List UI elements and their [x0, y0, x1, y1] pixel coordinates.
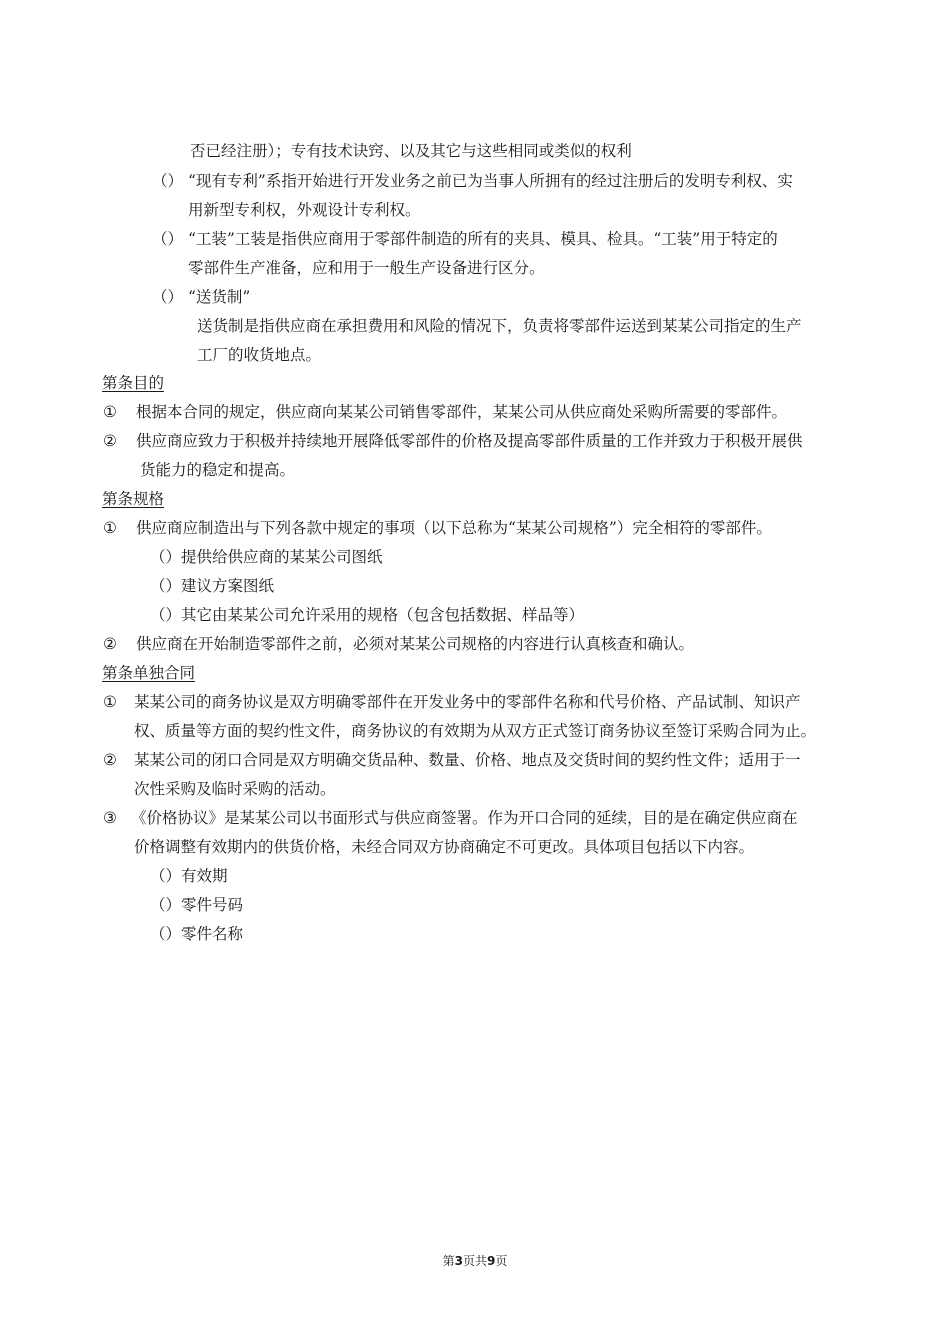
item-text: 货能力的稳定和提高。 [140, 461, 296, 479]
definition-text: 零部件生产准备，应和用于一般生产设备进行区分。 [188, 259, 545, 277]
definition-text: 用新型专利权，外观设计专利权。 [188, 201, 421, 219]
subitem-text: 其它由某某公司允许采用的规格（包含包括数据、样品等） [181, 606, 585, 624]
subitem-text: 建议方案图纸 [181, 577, 275, 595]
item-text: 供应商应制造出与下列各款中规定的事项（以下总称为“某某公司规格”）完全相符的零部件。 [136, 519, 772, 537]
definition-marker: （） [152, 230, 184, 248]
subitem-marker: （） [150, 896, 182, 914]
item-text: 《价格协议》是某某公司以书面形式与供应商签署。作为开口合同的延续，目的是在确定供应商在 [131, 809, 798, 827]
item-text: 供应商应致力于积极并持续地开展降低零部件的价格及提高零部件质量的工作并致力于积极开展供 [136, 432, 803, 450]
item-text: 次性采购及临时采购的活动。 [134, 780, 336, 798]
footer-total-pages: 9 [487, 1254, 496, 1268]
item-text: 某某公司的商务协议是双方明确零部件在开发业务中的零部件名称和代号价格、产品试制、知识产 [134, 693, 801, 711]
item-number: ① [103, 693, 117, 711]
item-text: 根据本合同的规定，供应商向某某公司销售零部件，某某公司从供应商处采购所需要的零部件。 [136, 403, 788, 421]
item-number: ① [103, 403, 117, 421]
footer-suffix: 页 [495, 1254, 508, 1268]
item-number: ③ [103, 809, 117, 827]
section-heading-purpose: 第条目的 [102, 374, 165, 392]
definition-text: “工装”工装是指供应商用于零部件制造的所有的夹具、模具、检具。“工装”用于特定的 [188, 230, 778, 248]
item-number: ② [103, 432, 117, 450]
definition-text: “现有专利”系指开始进行开发业务之前已为当事人所拥有的经过注册后的发明专利权、实 [188, 172, 793, 190]
subitem-marker: （） [150, 606, 182, 624]
footer-page-number: 3 [454, 1254, 463, 1268]
section-heading-spec: 第条规格 [102, 490, 165, 508]
item-number: ② [103, 635, 117, 653]
subitem-marker: （） [150, 577, 182, 595]
subitem-text: 有效期 [181, 867, 228, 885]
page-footer [0, 1253, 950, 1269]
subitem-text: 零件名称 [181, 925, 244, 943]
subitem-marker: （） [150, 867, 182, 885]
section-heading-contract: 第条单独合同 [102, 664, 196, 682]
delivery-description: 工厂的收货地点。 [197, 346, 322, 364]
subitem-marker: （） [150, 548, 182, 566]
item-text: 某某公司的闭口合同是双方明确交货品种、数量、价格、地点及交货时间的契约性文件；适用于一 [134, 751, 801, 769]
subitem-text: 零件号码 [181, 896, 244, 914]
definition-text: “送货制” [188, 288, 251, 306]
delivery-description: 送货制是指供应商在承担费用和风险的情况下，负责将零部件运送到某某公司指定的生产 [197, 317, 802, 335]
item-number: ② [103, 751, 117, 769]
item-number: ① [103, 519, 117, 537]
item-text: 价格调整有效期内的供货价格，未经合同双方协商确定不可更改。具体项目包括以下内容。 [134, 838, 755, 856]
footer-middle: 页共 [462, 1254, 487, 1268]
item-text: 权、质量等方面的契约性文件，商务协议的有效期为从双方正式签订商务协议至签订采购合同为止。 [134, 722, 817, 740]
definition-marker: （） [152, 288, 184, 306]
subitem-marker: （） [150, 925, 182, 943]
definition-marker: （） [152, 172, 184, 190]
footer-prefix: 第 [442, 1254, 455, 1268]
continuation-line: 否已经注册）；专有技术诀窍、以及其它与这些相同或类似的权利 [190, 142, 632, 160]
item-text: 供应商在开始制造零部件之前，必须对某某公司规格的内容进行认真核查和确认。 [136, 635, 695, 653]
subitem-text: 提供给供应商的某某公司图纸 [181, 548, 383, 566]
